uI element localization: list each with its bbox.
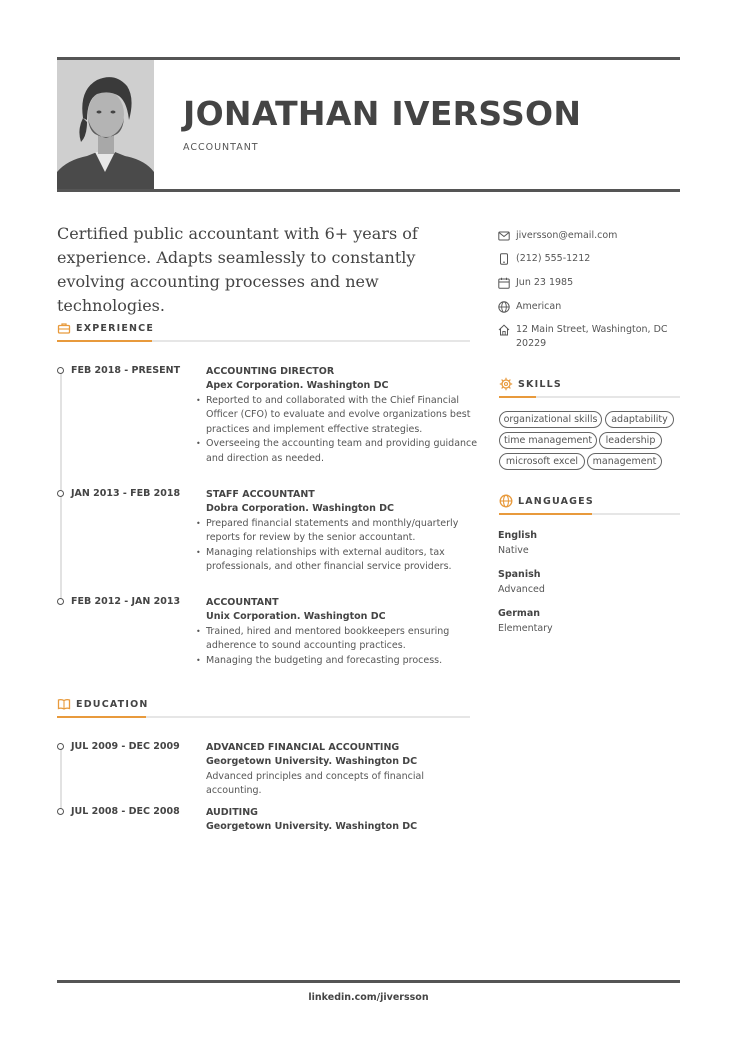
entry-org: Georgetown University. Washington DC [206, 821, 418, 832]
entry-org: Dobra Corporation. Washington DC [206, 503, 395, 514]
skill-pill: adaptability [605, 411, 674, 428]
bullet-item: • Overseeing the accounting team and providing guidance and direction as needed. [206, 437, 481, 466]
globe-icon [499, 494, 513, 508]
timeline-dot [57, 743, 64, 750]
entry-role: AUDITING [206, 807, 258, 818]
education-rule [57, 716, 470, 718]
entry-date: JAN 2013 - FEB 2018 [71, 488, 181, 499]
experience-entry [57, 596, 477, 672]
email-text: jiversson@email.com [516, 230, 618, 241]
phone-text: (212) 555-1212 [516, 253, 591, 264]
entry-role: ADVANCED FINANCIAL ACCOUNTING [206, 742, 400, 753]
entry-role: STAFF ACCOUNTANT [206, 489, 315, 500]
entry-body [206, 741, 481, 799]
globe-icon [498, 301, 510, 313]
entry-date: JUL 2009 - DEC 2009 [71, 741, 180, 752]
address-text: 12 Main Street, Washington, DC 20229 [516, 324, 668, 349]
entry-bullets [206, 394, 481, 467]
timeline-dot [57, 367, 64, 374]
phone-icon [498, 253, 510, 265]
experience-title: EXPERIENCE [76, 323, 155, 334]
languages-title: LANGUAGES [518, 496, 594, 507]
timeline-dot [57, 808, 64, 815]
entry-bullets [206, 625, 481, 669]
entry-date: FEB 2018 - PRESENT [71, 365, 181, 376]
bullet-item: • Managing relationships with external auditors, tax professionals, and other financial service providers. [206, 546, 481, 575]
language-level: Advanced [498, 584, 545, 595]
language-item [498, 529, 678, 559]
entry-date: JUL 2008 - DEC 2008 [71, 806, 180, 817]
home-icon [498, 324, 510, 336]
experience-entry [57, 488, 477, 578]
skill-pill: organizational skills [499, 411, 602, 428]
header-bottom-rule [57, 189, 680, 192]
language-level: Elementary [498, 623, 553, 634]
entry-description: Advanced principles and concepts of financial accounting. [206, 770, 424, 796]
book-icon [57, 697, 71, 711]
skill-pill: management [587, 453, 662, 470]
experience-entry [57, 365, 477, 465]
education-entry [57, 741, 477, 796]
entry-body [206, 365, 481, 466]
skill-pill: leadership [599, 432, 662, 449]
skill-pill: time management [499, 432, 597, 449]
candidate-name: JONATHAN IVERSSON [183, 94, 582, 133]
entry-body [206, 488, 481, 575]
bullet-item: • Reported to and collaborated with the Chief Financial Officer (CFO) to evaluate and evolve organizations best practices and implement effective strategies. [206, 394, 481, 438]
entry-role: ACCOUNTANT [206, 597, 279, 608]
birthday-text: Jun 23 1985 [516, 277, 574, 288]
skills-list [498, 410, 683, 472]
skill-pill: microsoft excel [499, 453, 585, 470]
education-title: EDUCATION [76, 699, 149, 710]
language-name: German [498, 608, 540, 619]
entry-body [206, 806, 481, 835]
linkedin-link[interactable]: linkedin.com/jiversson [308, 992, 429, 1003]
entry-org: Georgetown University. Washington DC [206, 756, 418, 767]
skills-title: SKILLS [518, 379, 562, 390]
footer-rule [57, 980, 680, 983]
entry-bullets [206, 517, 481, 575]
entry-org: Unix Corporation. Washington DC [206, 611, 386, 622]
language-name: English [498, 530, 537, 541]
entry-date: FEB 2012 - JAN 2013 [71, 596, 181, 607]
timeline-dot [57, 490, 64, 497]
portrait-image [57, 60, 154, 189]
summary-text: Certified public accountant with 6+ years of experience. Adapts seamlessly to constantly evolving accounting processes and new technologies. [57, 224, 418, 315]
gear-icon [499, 377, 513, 391]
envelope-icon [498, 230, 510, 242]
profile-photo [57, 60, 154, 189]
contact-list [498, 229, 683, 359]
calendar-icon [498, 277, 510, 289]
experience-rule [57, 340, 470, 342]
skills-rule [499, 396, 680, 398]
bullet-item: • Prepared financial statements and monthly/quarterly reports for review by the senior accountant. [206, 517, 481, 546]
nationality-text: American [516, 301, 562, 312]
language-name: Spanish [498, 569, 541, 580]
job-title: ACCOUNTANT [183, 142, 259, 153]
briefcase-icon [57, 321, 71, 335]
bullet-item: • Managing the budgeting and forecasting process. [206, 654, 481, 669]
language-level: Native [498, 545, 529, 556]
entry-role: ACCOUNTING DIRECTOR [206, 366, 335, 377]
bullet-item: • Trained, hired and mentored bookkeepers ensuring adherence to sound accounting practices. [206, 625, 481, 654]
entry-org: Apex Corporation. Washington DC [206, 380, 389, 391]
language-item [498, 568, 678, 598]
languages-rule [499, 513, 680, 515]
entry-body [206, 596, 481, 668]
timeline-dot [57, 598, 64, 605]
language-item [498, 607, 678, 637]
education-entry [57, 806, 477, 840]
